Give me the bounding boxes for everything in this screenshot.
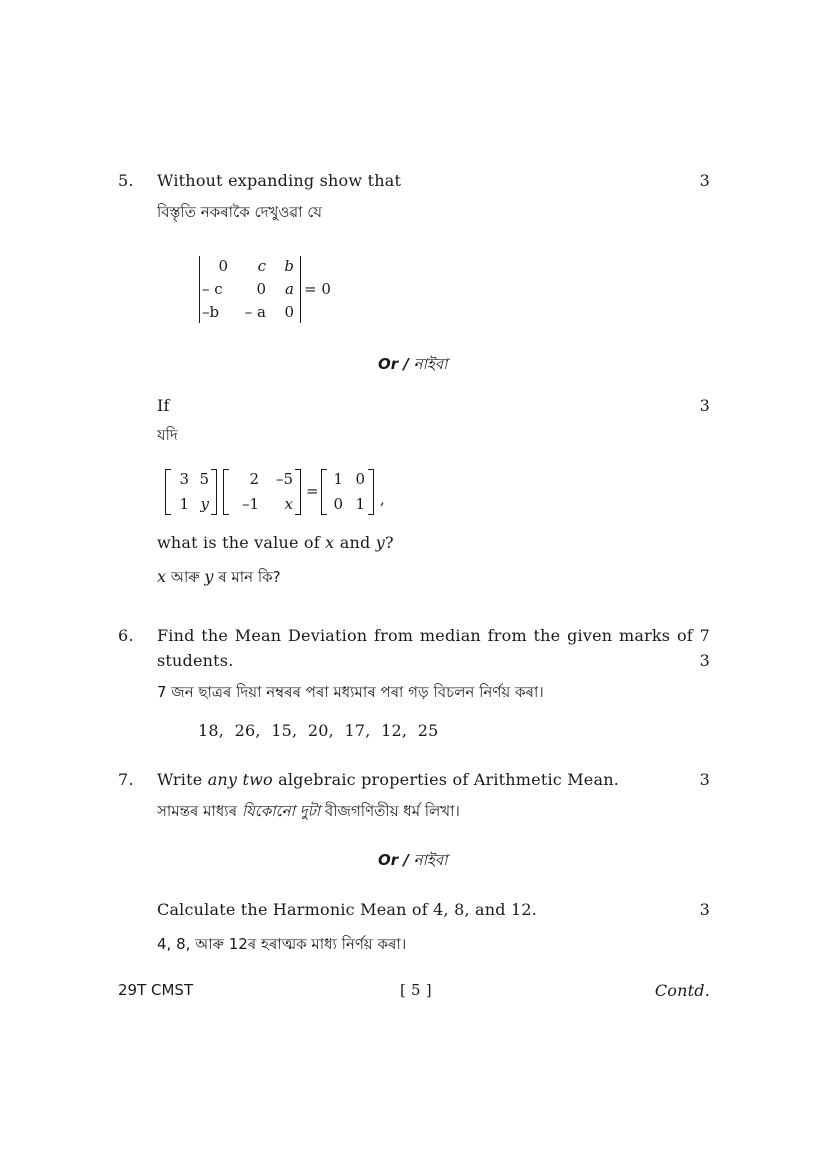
matrix-b-cell: –1 [241,495,259,513]
question-text: Find the Mean Deviation from median from the given marks of 7 [157,626,710,645]
question-number: 5. [118,171,134,190]
det-cell: – c [202,280,223,298]
question-text: Write any two algebraic properties of Arithmetic Mean. [157,770,619,789]
question-text: Without expanding show that [157,171,402,190]
matrix-bracket-right [211,469,217,515]
or-divider [378,357,447,372]
matrix-a-cell: 3 [179,470,189,488]
matrix-c-cell: 0 [355,470,365,488]
det-cell: 0 [256,280,266,298]
matrix-a-cell: 5 [199,470,209,488]
determinant-right-bar [300,256,301,323]
matrix-c-cell: 1 [333,470,343,488]
determinant-left-bar [199,256,200,323]
matrix-bracket-right [368,469,374,515]
marks-data: 18, 26, 15, 20, 17, 12, 25 [198,721,439,740]
marks: 3 [699,770,710,789]
matrix-comma: , [380,490,385,508]
alt-if: If [157,396,170,415]
question-text: what is the value of x and y? [157,533,394,552]
question-text-assamese: 4, 8, আৰু 12ৰ হৰাত্মক মাধ্য নিৰ্ণয় কৰা। [157,935,407,953]
marks: 3 [699,900,710,919]
det-cell: c [257,257,266,275]
matrix-b-cell: x [284,495,293,513]
question-number: 6. [118,626,134,645]
det-cell: a [285,280,294,298]
matrix-equation [165,467,405,517]
question-text-assamese: 7 জন ছাত্ৰৰ দিয়া নম্বৰৰ পৰা মধ্যমাৰ পৰা গড় বিচলন নিৰ্ণয় কৰা। [157,683,544,701]
marks: 3 [699,396,710,415]
marks: 3 [699,171,710,190]
question-text: students. [157,651,234,670]
determinant-rhs: = 0 [304,280,331,298]
alt-if-assamese: যদি [157,426,178,444]
question-text-assamese: বিস্তৃতি নকৰাকৈ দেখুওৱা যে [157,203,323,221]
det-cell: b [284,257,294,275]
question-number: 7. [118,770,134,789]
page-number: [ 5 ] [400,981,432,999]
matrix-b-cell: –5 [275,470,293,488]
or-english: Or / [378,851,409,869]
or-divider [378,853,447,868]
or-english: Or / [378,355,409,373]
marks: 3 [699,651,710,670]
continued-label: Contd. [654,981,710,1000]
matrix-c-cell: 0 [333,495,343,513]
matrix-equals: = [306,482,319,500]
or-assamese: নাইবা [413,355,448,373]
matrix-a-cell: 1 [179,495,189,513]
matrix-bracket-right [295,469,301,515]
question-text-assamese: x আৰু y ৰ মান কি? [157,567,281,586]
matrix-c-cell: 1 [355,495,365,513]
det-cell: 0 [218,257,228,275]
det-cell: 0 [284,303,294,321]
question-text: Calculate the Harmonic Mean of 4, 8, and 12. [157,900,538,919]
det-cell: –b [202,303,220,321]
matrix-bracket-left [165,469,171,515]
or-assamese: নাইবা [413,851,448,869]
matrix-b-cell: 2 [249,470,259,488]
det-cell: – a [244,303,266,321]
question-text-assamese: সামন্তৰ মাধ্যৰ যিকোনো দুটা বীজগণিতীয় ধৰ্ম লিখা। [157,802,460,820]
determinant [196,254,346,324]
matrix-bracket-left [321,469,327,515]
matrix-a-cell: y [200,495,209,513]
paper-code: 29T CMST [118,981,194,999]
